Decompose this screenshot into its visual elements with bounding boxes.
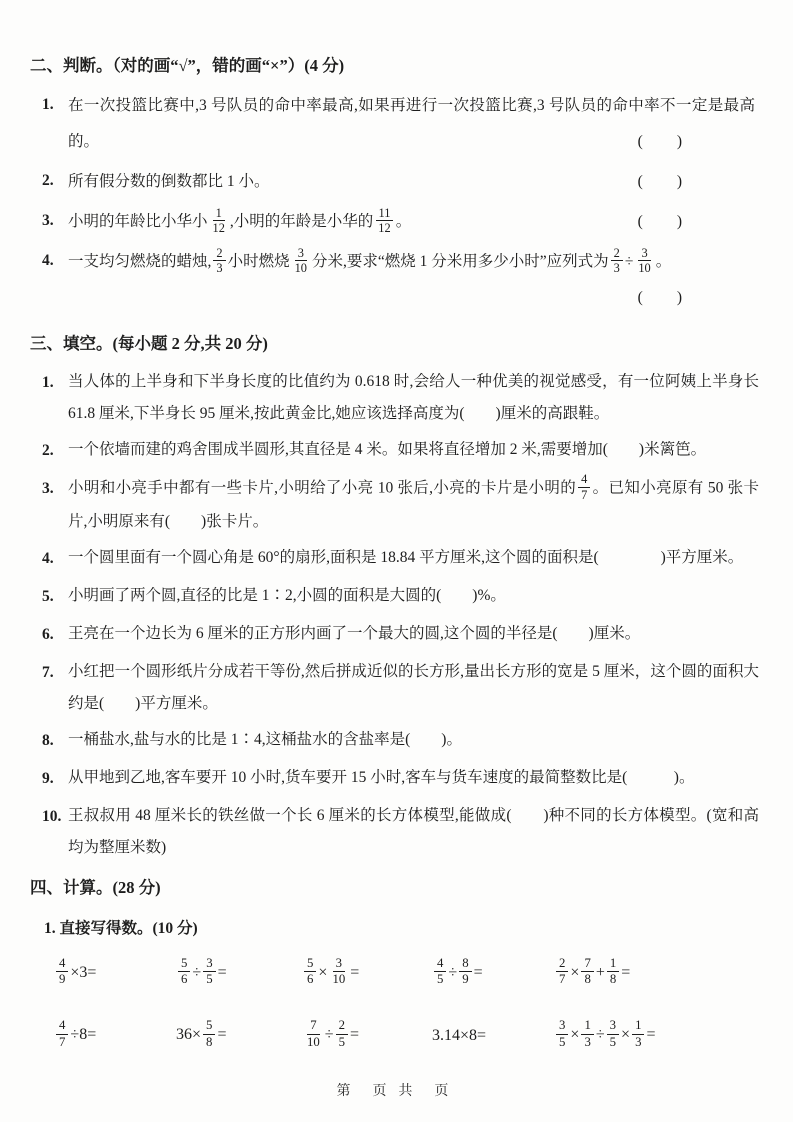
question-number: 10.: [42, 807, 62, 825]
fraction: $\frac{7}{8}$: [581, 956, 593, 988]
fill-question-10: [30, 800, 759, 864]
question-number: 4.: [42, 252, 54, 269]
answer-bracket: ( ): [637, 133, 683, 150]
fraction: $\frac{11}{12}$: [375, 206, 393, 237]
calc-expression: $\frac{3}{5}$ × $\frac{1}{3}$ ÷ $\frac{3}{5}$ × $\frac{1}{3}$ =: [554, 1018, 759, 1053]
calc-expressions-grid: [30, 956, 759, 1053]
question-number: 3.: [42, 480, 54, 497]
question-number: 9.: [42, 769, 54, 787]
calc-expression: $\frac{7}{10}$ ÷ $\frac{2}{5}$ =: [302, 1018, 432, 1053]
calc-expression: $\frac{2}{7}$ × $\frac{7}{8}$ + $\frac{1}{8}$ =: [554, 956, 759, 991]
fraction: $\frac{4}{9}$: [56, 956, 68, 988]
question-text: 小明的年龄比小华小 $\frac{1}{12}$ ,小明的年龄是小华的 $\frac{11}{12}$ 。 ( ): [68, 204, 759, 240]
judge-section-title: 二、判断。（对的画“√”，错的画“×”）(4 分): [30, 56, 345, 75]
fill-section-title: 三、填空。(每小题 2 分,共 20 分): [30, 334, 268, 353]
question-text: 一桶盐水,盐与水的比是 1∶4,这桶盐水的含盐率是( )。: [68, 730, 462, 748]
fill-question-1: [30, 366, 759, 430]
fill-question-2: [30, 434, 759, 468]
fraction: $\frac{1}{3}$: [581, 1018, 593, 1050]
calc-section-title: 四、计算。(28 分): [30, 877, 161, 897]
fraction: $\frac{2}{7}$: [556, 956, 568, 988]
calc-expression: $\frac{4}{9}$ ×3=: [54, 956, 176, 991]
question-number: 4.: [42, 549, 54, 567]
fraction: $\frac{5}{8}$: [203, 1018, 215, 1050]
answer-bracket: ( ): [637, 213, 683, 230]
fill-question-4: [30, 542, 759, 576]
question-number: 2.: [42, 172, 54, 189]
question-number: 8.: [42, 731, 54, 749]
question-text: 所有假分数的倒数都比 1 小。 ( ): [68, 164, 759, 200]
question-text: 王亮在一个边长为 6 厘米的正方形内画了一个最大的圆,这个圆的半径是( )厘米。: [68, 624, 641, 642]
calc-subsection-title: 1. 直接写得数。(10 分): [44, 919, 198, 937]
answer-bracket: ( ): [637, 173, 683, 190]
fraction: $\frac{3}{5}$: [203, 956, 215, 988]
fraction: $\frac{5}{6}$: [178, 956, 190, 988]
fraction: $\frac{1}{3}$: [632, 1018, 644, 1050]
judge-question-3: [30, 204, 759, 240]
fraction: $\frac{3}{10}$: [332, 955, 346, 987]
question-text: 小明和小亮手中都有一些卡片,小明给了小亮 10 张后,小亮的卡片是小明的 $\frac{4}{7}$ 。已知小亮原有 50 张卡片,小明原来有( )张卡片。: [68, 472, 759, 530]
question-text: 当人体的上半身和下半身长度的比值约为 0.618 时,会给人一种优美的视觉感受，有一位阿姨上半身长 61.8 厘米,下半身长 95 厘米,按此黄金比,她应该选择高度为( )厘米的高跟鞋。: [68, 373, 759, 422]
question-text: 一个圆里面有一个圆心角是 60°的扇形,面积是 18.84 平方厘米,这个圆的面积是( )平方厘米。: [68, 548, 744, 566]
question-text: 王叔叔用 48 厘米长的铁丝做一个长 6 厘米的长方体模型,能做成( )种不同的长方体模型。(宽和高均为整厘米数): [68, 806, 759, 856]
fraction: $\frac{3}{5}$: [556, 1018, 568, 1050]
calc-expression: $\frac{4}{5}$ ÷ $\frac{8}{9}$ =: [432, 956, 554, 991]
fraction: $\frac{1}{12}$: [212, 205, 225, 236]
question-text: 小明画了两个圆,直径的比是 1∶2,小圆的面积是大圆的( )%。: [68, 586, 506, 604]
fraction: $\frac{7}{10}$: [307, 1018, 320, 1049]
answer-bracket: ( ): [637, 289, 683, 306]
question-text: 从甲地到乙地,客车要开 10 小时,货车要开 15 小时,客车与货车速度的最简整数比是( )。: [68, 768, 695, 786]
fraction: $\frac{2}{3}$: [213, 246, 225, 277]
question-number: 1.: [42, 374, 54, 391]
question-number: 3.: [42, 212, 54, 229]
question-text: 一支均匀燃烧的蜡烛, $\frac{2}{3}$ 小时燃烧 $\frac{3}{10}$ 分米,要求“燃烧 1 分米用多少小时”应列式为 $\frac{2}{3}$ ÷ $\frac{3}{10}$ 。 ( ): [68, 244, 759, 316]
fraction: $\frac{1}{8}$: [607, 956, 619, 988]
question-text: 在一次投篮比赛中,3 号队员的命中率最高,如果再进行一次投篮比赛,3 号队员的命中率不一定是最高的。 ( ): [68, 88, 759, 160]
judge-question-1: [30, 88, 759, 160]
fraction: $\frac{2}{3}$: [611, 246, 623, 277]
question-number: 1.: [42, 96, 54, 113]
calc-expression: $\frac{5}{6}$ × $\frac{3}{10}$ =: [302, 956, 432, 991]
fill-question-7: [30, 656, 759, 720]
question-number: 2.: [42, 442, 54, 459]
fill-question-3: [30, 472, 759, 538]
fill-question-5: [30, 580, 759, 614]
fraction: $\frac{3}{5}$: [607, 1018, 619, 1050]
fraction: $\frac{3}{10}$: [294, 245, 307, 276]
fraction: $\frac{3}{10}$: [638, 245, 651, 276]
judge-question-2: [30, 164, 759, 200]
fraction: $\frac{2}{5}$: [336, 1018, 348, 1050]
question-number: 7.: [42, 663, 54, 681]
fraction: $\frac{8}{9}$: [459, 956, 471, 988]
fraction: $\frac{4}{7}$: [56, 1018, 68, 1050]
question-number: 6.: [42, 625, 54, 643]
calc-expression: 36× $\frac{5}{8}$ =: [176, 1018, 227, 1049]
question-text: 小红把一个圆形纸片分成若干等份,然后拼成近似的长方形,量出长方形的宽是 5 厘米，这个圆的面积大约是( )平方厘米。: [68, 662, 759, 712]
page-footer: 第 页 共 页: [336, 1082, 453, 1098]
calc-expression: 3.14×8=: [432, 1026, 487, 1044]
question-number: 5.: [42, 587, 54, 605]
calc-expression: $\frac{5}{6}$ ÷ $\frac{3}{5}$ =: [176, 956, 302, 991]
fill-question-6: [30, 618, 759, 652]
fill-question-9: [30, 762, 759, 796]
fraction: $\frac{4}{7}$: [578, 472, 590, 503]
question-text: 一个依墙而建的鸡舍围成半圆形,其直径是 4 米。如果将直径增加 2 米,需要增加( )米篱笆。: [68, 441, 707, 458]
calc-expression: $\frac{4}{7}$ ÷8=: [54, 1018, 176, 1053]
fraction: $\frac{5}{6}$: [304, 956, 316, 988]
judge-question-4: [30, 244, 759, 316]
fill-question-8: [30, 724, 759, 758]
fraction: $\frac{4}{5}$: [434, 956, 446, 988]
